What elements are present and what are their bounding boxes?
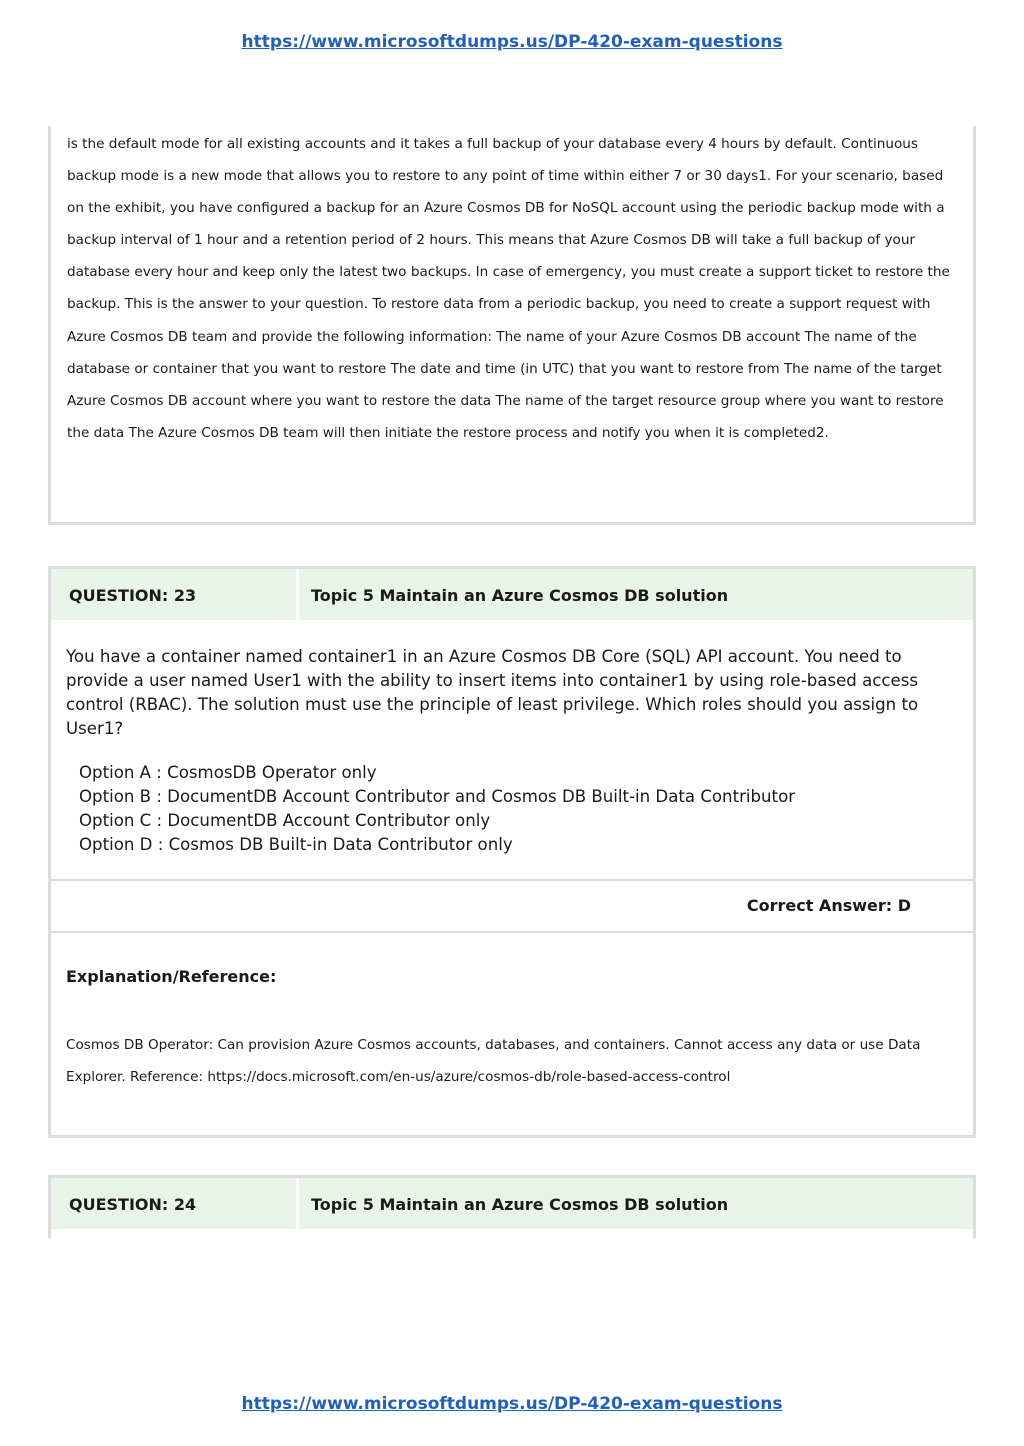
question-24-card [48,1175,976,1238]
section-divider [51,931,973,933]
question-header [51,569,973,620]
previous-explanation-box [48,126,976,525]
explanation-text: Cosmos DB Operator: Can provision Azure Cosmos accounts, databases, and containers. Cannot access any data or use Data Explorer. Reference: https://docs.microsoft.com/en-us/azure/cosmos-db/role-based-access-control [66,1037,921,1086]
previous-explanation-text: is the default mode for all existing accounts and it takes a full backup of your database every 4 hours by default. Continuous backup mode is a new mode that allows you to restore to any point of time within either 7 or 30 days1. For your scenario, based on the exhibit, you have configured a backup for an Azure Cosmos DB for NoSQL account using the periodic backup mode with a backup interval of 1 hour and a retention period of 2 hours. This means that Azure Cosmos DB will take a full backup of your database every hour and keep only the latest two backups. In case of emergency, you must create a support ticket to restore the backup. This is the answer to your question. To restore data from a periodic backup, you need to create a support request with Azure Cosmos DB team and provide the following information: The name of your Azure Cosmos DB account The name of the database or container that you want to restore The date and time (in UTC) that you want to restore from The name of the target Azure Cosmos DB account where you want to restore the data The name of the target resource group where you want to restore the data The Azure Cosmos DB team will then initiate the restore process and notify you when it is completed2. [67,136,950,441]
header-link[interactable]: https://www.microsoftdumps.us/DP-420-exam-questions [241,32,783,52]
question-topic: Topic 5 Maintain an Azure Cosmos DB solution [311,586,729,605]
options-list [79,761,795,857]
header-divider [296,569,299,620]
option-d: Option D : Cosmos DB Built-in Data Contributor only [79,835,513,854]
option-c: Option C : DocumentDB Account Contributor only [79,811,491,830]
question-number: QUESTION: 23 [69,586,197,605]
section-divider [51,879,973,881]
option-a: Option A : CosmosDB Operator only [79,763,377,782]
correct-answer: Correct Answer: D [746,896,911,915]
question-topic: Topic 5 Maintain an Azure Cosmos DB solution [311,1195,729,1214]
footer-link[interactable]: https://www.microsoftdumps.us/DP-420-exam-questions [241,1394,783,1414]
option-b: Option B : DocumentDB Account Contributor and Cosmos DB Built-in Data Contributor [79,787,796,806]
header-divider [296,1178,299,1229]
question-header [51,1178,973,1229]
question-text: You have a container named container1 in an Azure Cosmos DB Core (SQL) API account. You need to provide a user named User1 with the ability to insert items into container1 by using role-based access control (RBAC). The solution must use the principle of least privilege. Which roles should you assign to User1? [66,647,919,738]
explanation-title: Explanation/Reference: [66,967,277,986]
question-number: QUESTION: 24 [69,1195,197,1214]
question-23-card [48,566,976,1138]
